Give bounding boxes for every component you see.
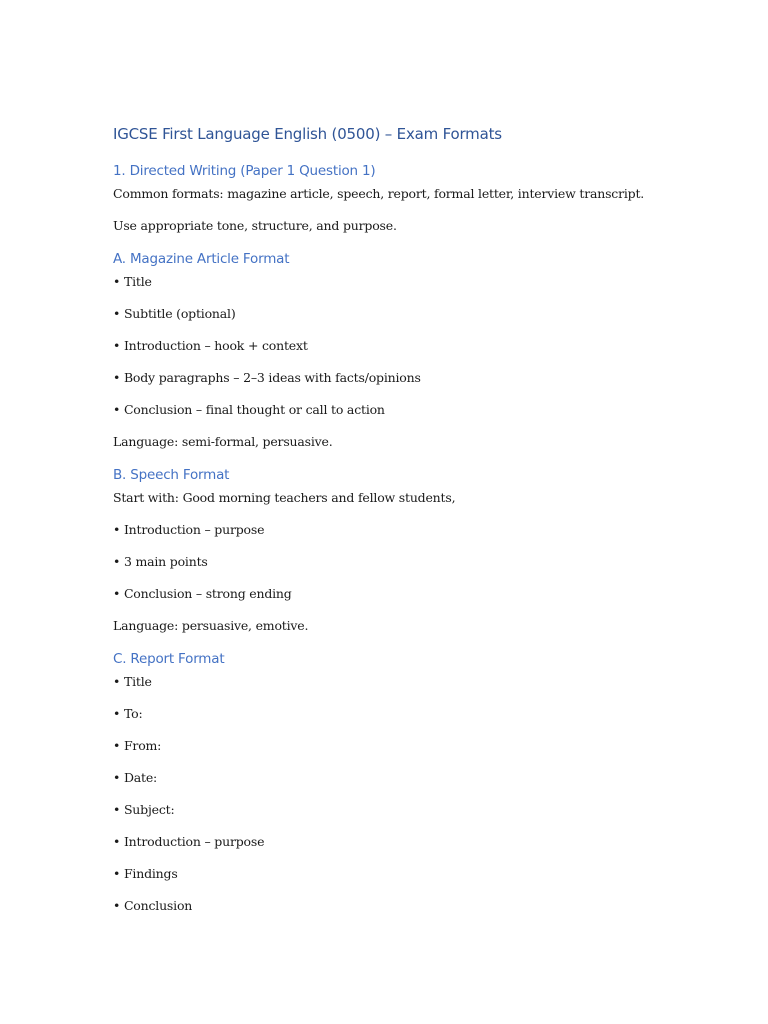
heading-speech: B. Speech Format <box>113 467 230 483</box>
list-item: • 3 main points <box>113 554 208 569</box>
paragraph-magazine-language: Language: semi-formal, persuasive. <box>113 434 333 449</box>
list-item: • Findings <box>113 866 178 881</box>
list-item: • To: <box>113 706 143 721</box>
paragraph-common-formats: Common formats: magazine article, speech, report, formal letter, interview transcript. <box>113 186 645 201</box>
paragraph-speech-opening: Start with: Good morning teachers and fellow students, <box>113 490 456 505</box>
list-item: • Subtitle (optional) <box>113 306 236 321</box>
heading-report: C. Report Format <box>113 651 225 667</box>
list-item: • Introduction – purpose <box>113 522 265 537</box>
list-item: • Body paragraphs – 2–3 ideas with facts/opinions <box>113 370 421 385</box>
list-item: • Introduction – purpose <box>113 834 265 849</box>
list-item: • From: <box>113 738 162 753</box>
list-item: • Title <box>113 674 152 689</box>
heading-magazine-article: A. Magazine Article Format <box>113 251 290 267</box>
list-item: • Date: <box>113 770 158 785</box>
list-item: • Subject: <box>113 802 175 817</box>
document-title: IGCSE First Language English (0500) – Exam Formats <box>113 125 502 143</box>
paragraph-speech-language: Language: persuasive, emotive. <box>113 618 309 633</box>
heading-directed-writing: 1. Directed Writing (Paper 1 Question 1) <box>113 163 376 179</box>
list-item: • Title <box>113 274 152 289</box>
list-item: • Conclusion <box>113 898 193 913</box>
list-item: • Conclusion – final thought or call to action <box>113 402 385 417</box>
list-item: • Conclusion – strong ending <box>113 586 292 601</box>
paragraph-advice: Use appropriate tone, structure, and purpose. <box>113 218 397 233</box>
list-item: • Introduction – hook + context <box>113 338 308 353</box>
